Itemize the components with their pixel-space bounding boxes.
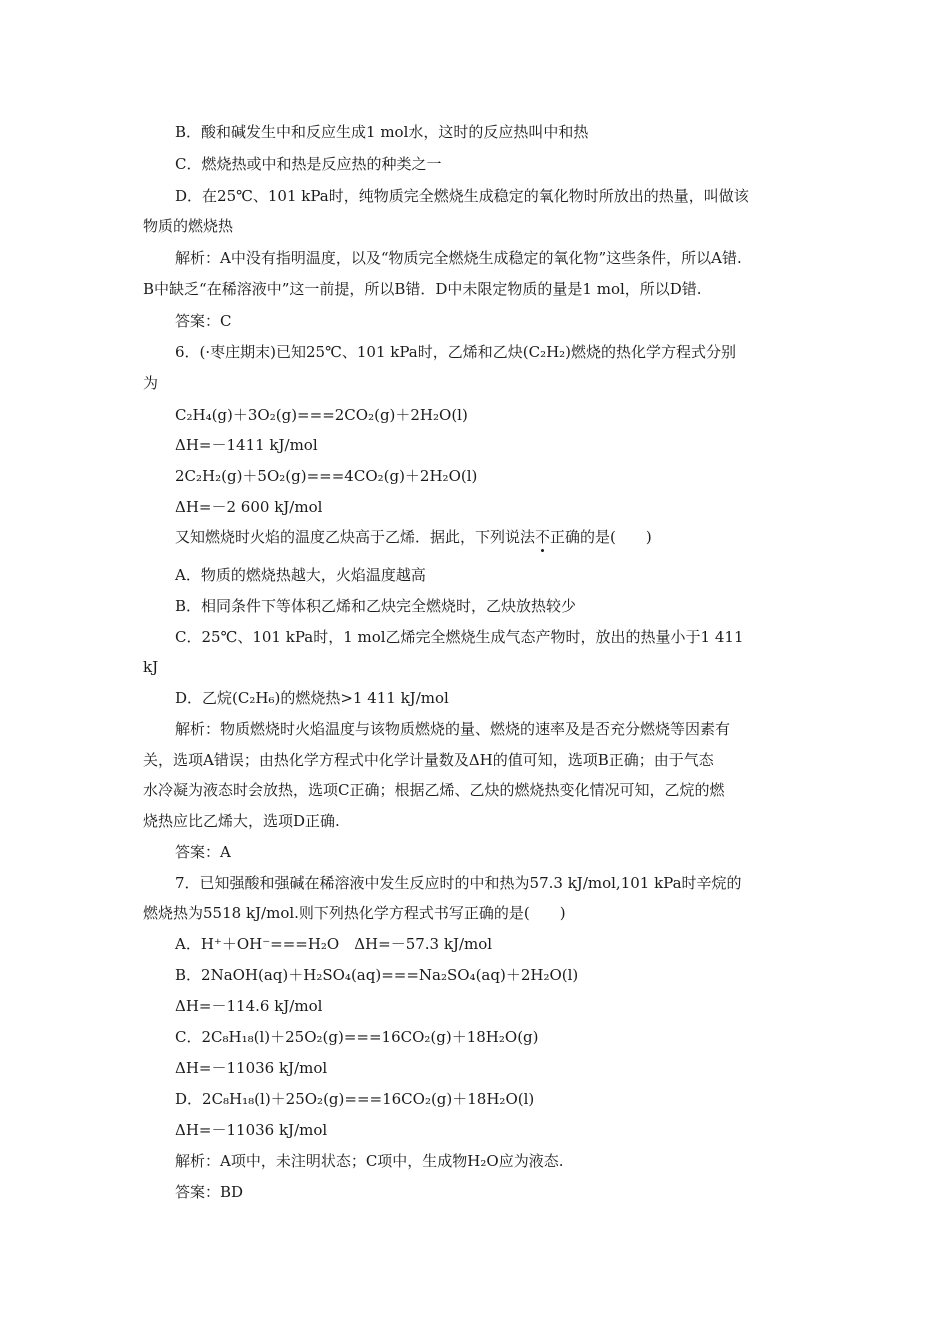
- q7-option-d-enthalpy: ΔH=－11036 kJ/mol: [175, 1121, 328, 1139]
- enthalpy-ethylene: ΔH=－1411 kJ/mol: [175, 436, 318, 454]
- q7-option-c: C．2C₈H₁₈(l)＋25O₂(g)===16CO₂(g)＋18H₂O(g): [175, 1028, 539, 1046]
- enthalpy-acetylene: ΔH=－2 600 kJ/mol: [175, 498, 323, 516]
- analysis-6-line-1: 解析：物质燃烧时火焰温度与该物质燃烧的量、燃烧的速率及是否充分燃烧等因素有: [175, 720, 731, 738]
- answer-5: 答案：C: [175, 312, 232, 330]
- question-6-stem-cont: 为: [143, 374, 159, 392]
- option-d-text: D．在25℃、101 kPa时，纯物质完全燃烧生成稳定的氧化物时所放出的热量，叫做该: [175, 187, 749, 205]
- analysis-5-line-1: 解析：A中没有指明温度，以及“物质完全燃烧生成稳定的氧化物”这些条件，所以A错.: [175, 249, 742, 267]
- q6-option-a: A．物质的燃烧热越大，火焰温度越高: [175, 566, 426, 584]
- q6-option-c-cont: kJ: [143, 658, 159, 676]
- q7-option-d: D．2C₈H₁₈(l)＋25O₂(g)===16CO₂(g)＋18H₂O(l): [175, 1090, 535, 1108]
- q6-option-d: D．乙烷(C₂H₆)的燃烧热>1 411 kJ/mol: [175, 689, 449, 707]
- answer-7: 答案：BD: [175, 1183, 244, 1201]
- analysis-5-line-2: B中缺乏“在稀溶液中”这一前提，所以B错．D中未限定物质的量是1 mol，所以D错.: [143, 280, 702, 298]
- emphasis-dot-mark: 不: [535, 528, 551, 546]
- equation-ethylene: C₂H₄(g)＋3O₂(g)===2CO₂(g)＋2H₂O(l): [175, 406, 468, 424]
- question-6-stem: 6．(·枣庄期末)已知25℃、101 kPa时，乙烯和乙炔(C₂H₂)燃烧的热化学方程式分别: [175, 343, 737, 361]
- analysis-6-line-2: 关，选项A错误；由热化学方程式中化学计量数及ΔH的值可知，选项B正确；由于气态: [143, 751, 714, 769]
- analysis-6-line-3: 水冷凝为液态时会放热，选项C正确；根据乙烯、乙炔的燃烧热变化情况可知，乙烷的燃: [143, 781, 725, 799]
- question-7-stem: 7．已知强酸和强碱在稀溶液中发生反应时的中和热为57.3 kJ/mol,101 kPa时辛烷的: [175, 874, 742, 892]
- question-7-stem-cont: 燃烧热为5518 kJ/mol.则下列热化学方程式书写正确的是( ): [143, 904, 566, 922]
- option-c-text: C．燃烧热或中和热是反应热的种类之一: [175, 155, 442, 173]
- option-d-text-cont: 物质的燃烧热: [143, 217, 234, 235]
- q7-option-b-enthalpy: ΔH=－114.6 kJ/mol: [175, 997, 323, 1015]
- equation-acetylene: 2C₂H₂(g)＋5O₂(g)===4CO₂(g)＋2H₂O(l): [175, 467, 478, 485]
- option-b-text: B．酸和碱发生中和反应生成1 mol水，这时的反应热叫中和热: [175, 123, 589, 141]
- analysis-7: 解析：A项中，未注明状态；C项中，生成物H₂O应为液态.: [175, 1152, 564, 1170]
- q6-option-c: C．25℃、101 kPa时，1 mol乙烯完全燃烧生成气态产物时，放出的热量小于1 411: [175, 628, 744, 646]
- q7-option-c-enthalpy: ΔH=－11036 kJ/mol: [175, 1059, 328, 1077]
- answer-6: 答案：A: [175, 843, 231, 861]
- q7-option-b: B．2NaOH(aq)＋H₂SO₄(aq)===Na₂SO₄(aq)＋2H₂O(l): [175, 966, 579, 984]
- q6-option-b: B．相同条件下等体积乙烯和乙炔完全燃烧时，乙炔放热较少: [175, 597, 577, 615]
- q7-option-a: A．H⁺＋OH⁻===H₂O ΔH=－57.3 kJ/mol: [175, 935, 493, 953]
- analysis-6-line-4: 烧热应比乙烯大，选项D正确.: [143, 812, 340, 830]
- question-6-prompt: 又知燃烧时火焰的温度乙炔高于乙烯．据此，下列说法不正确的是( ): [175, 528, 652, 546]
